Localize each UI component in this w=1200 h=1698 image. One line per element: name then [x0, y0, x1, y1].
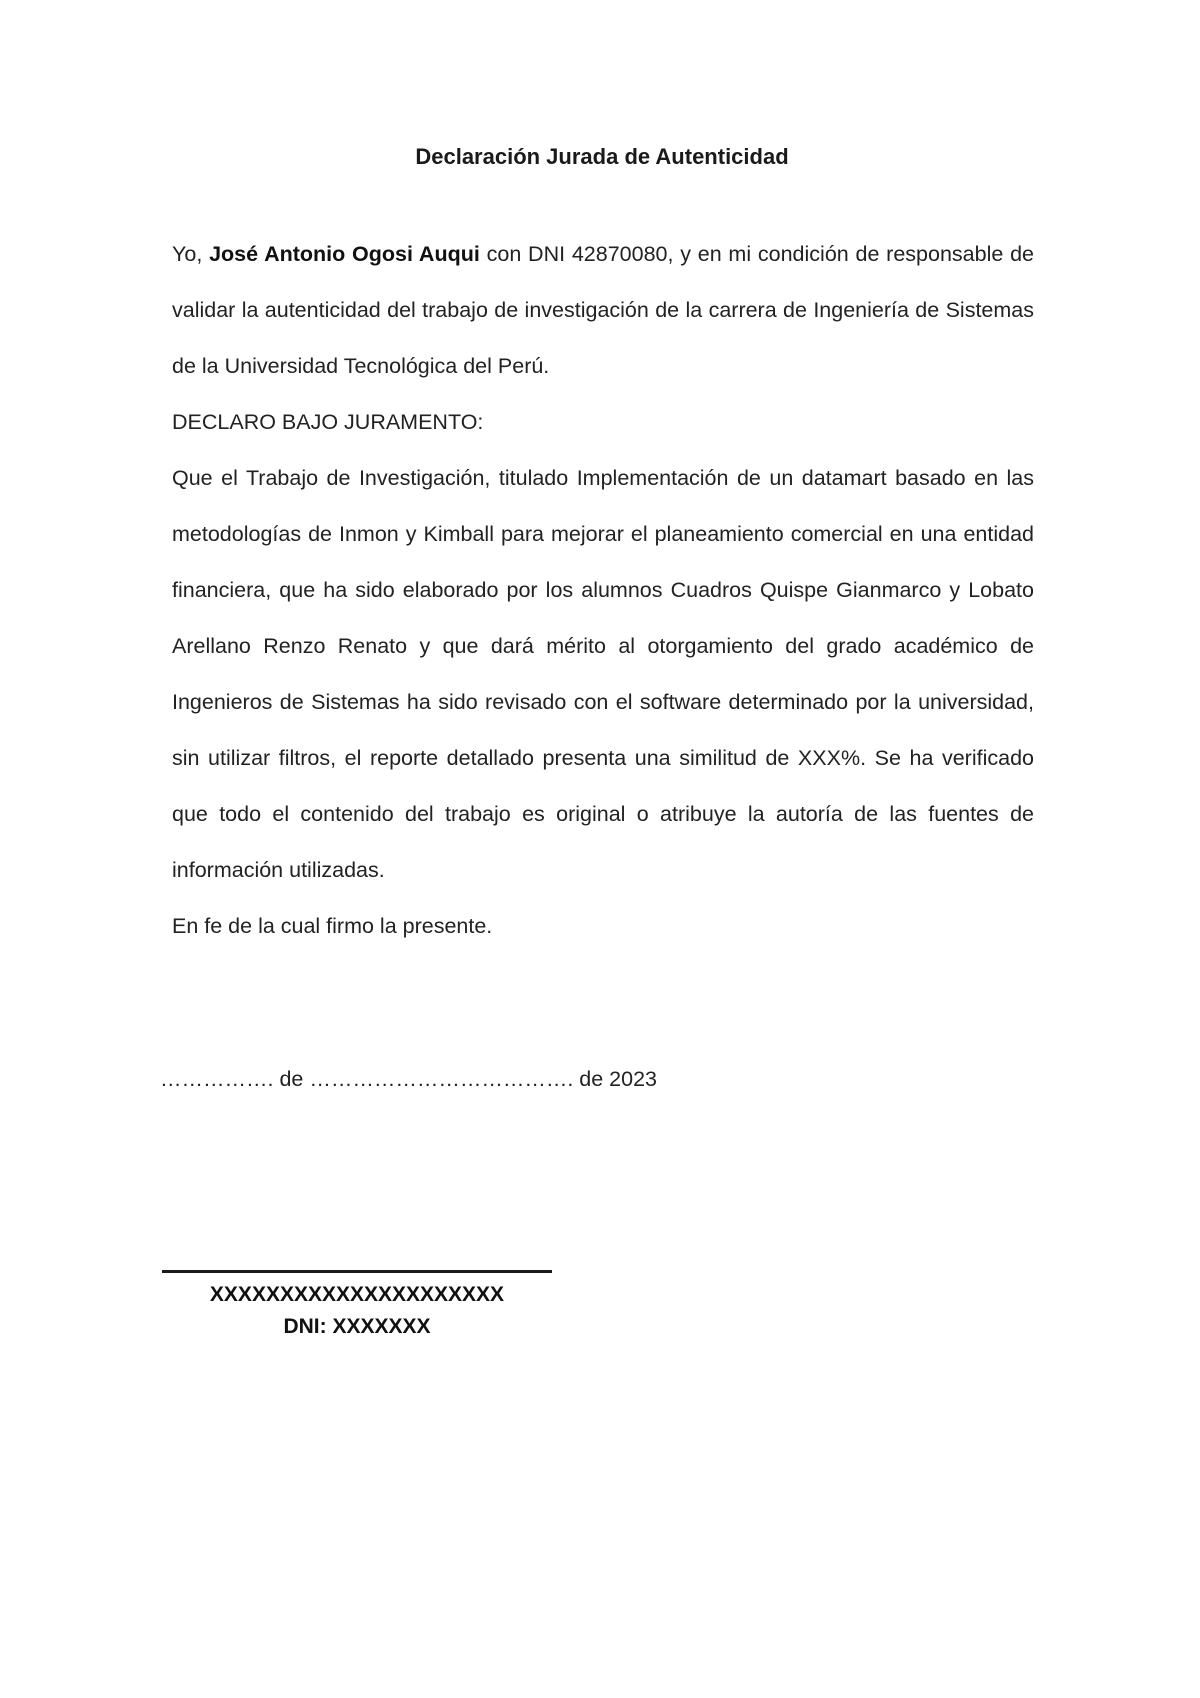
declaration-heading: DECLARO BAJO JURAMENTO:: [172, 410, 484, 434]
declaration-body: Que el Trabajo de Investigación, titulado Implementación de un datamart basado en las metodologías de Inmon y Kimball para mejorar el planeamiento comercial en una entidad financiera, que ha sido elaborado por los alumnos Cuadros Quispe Gianmarco y Lobato Arellano Renzo Renato y que dará mérito al otorgamiento del grado académico de Ingenieros de Sistemas ha sido revisado con el software determinado por la universidad, sin utilizar filtros, el reporte detallado presenta una similitud de XXX%. Se ha verificado que todo el contenido del trabajo es original o atribuye la autoría de las fuentes de información utilizadas.: [172, 466, 1034, 882]
document-title: Declaración Jurada de Autenticidad: [415, 144, 789, 169]
intro-paragraph: [172, 226, 1034, 394]
signature-line: [162, 1270, 552, 1273]
date-line: ……………. de ………………………………. de 2023: [160, 1067, 657, 1091]
signature-dni: DNI: XXXXXXX: [283, 1315, 431, 1338]
intro-rest: con DNI 42870080, y en mi condición de responsable de validar la autenticidad del trabajo de investigación de la carrera de Ingeniería de Sistemas de la Universidad Tecnológica del Perú.: [172, 242, 1035, 378]
declarant-name: José Antonio Ogosi Auqui: [209, 242, 480, 266]
signature-name: XXXXXXXXXXXXXXXXXXXXX: [209, 1283, 505, 1306]
document-body: [172, 226, 1034, 954]
closing-line: En fe de la cual firmo la presente.: [172, 914, 493, 938]
signature-block: [162, 1270, 552, 1343]
intro-prefix: Yo,: [172, 242, 203, 266]
